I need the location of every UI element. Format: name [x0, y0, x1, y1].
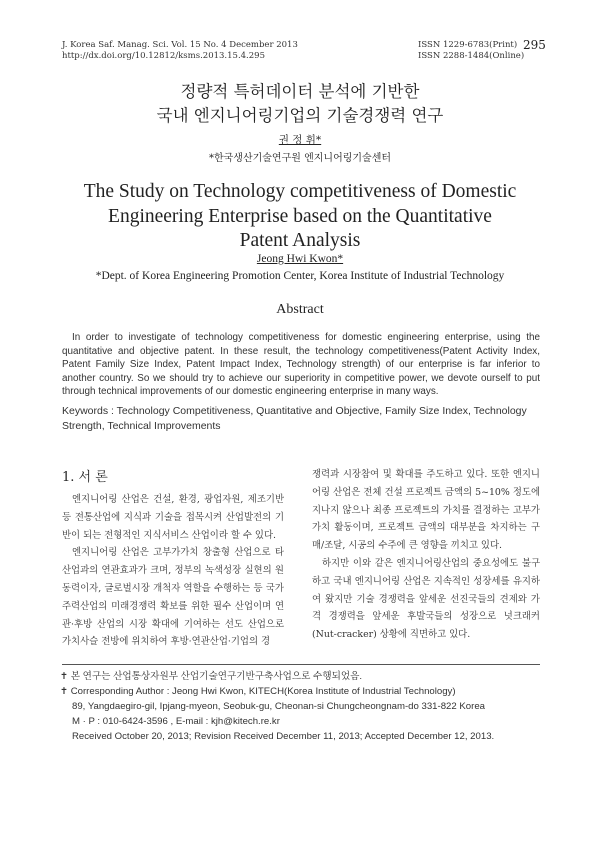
contact-info: M · P : 010-6424-3596 , E-mail : kjh@kitech.re.kr — [72, 716, 280, 727]
section-heading-introduction: 1. 서 론 — [62, 470, 108, 485]
abstract-text: In order to investigate of technology competitiveness for domestic engineering enterprise, using the quantitative and objective patent. In these result, the technology competitiveness(Patent Activity Index, Patent Family Size Index, Patent Impact Index, Technology strength) of our enterprise is far inferior to another country. So we should try to achieve our superiority in competitive power, we devote ourself to put through technical improvements of our domestic engineering enterprise in many ways. — [62, 332, 540, 398]
issn-online: ISSN 2288-1484(Online) — [418, 51, 525, 61]
abstract-heading: Abstract — [276, 302, 324, 317]
received-dates: Received October 20, 2013; Revision Received December 11, 2013; Accepted December 12, 2013. — [72, 731, 495, 742]
korean-title — [40, 80, 560, 128]
korean-author: 권 정 휘* — [278, 134, 322, 146]
english-title-line-2: Engineering Enterprise based on the Quantitative — [108, 205, 492, 227]
english-title — [40, 180, 560, 254]
paragraph: 엔지니어링 산업은 건설, 환경, 광업자원, 제조기반 등 전통산업에 지식과 기술을 접목시켜 산업발전의 기반이 되는 전형적인 지식서비스 산업이라 할 수 있다. — [62, 494, 284, 541]
korean-affiliation: *한국생산기술연구원 엔지니어링기술센터 — [208, 153, 392, 164]
english-title-line-1: The Study on Technology competitiveness of Domestic — [83, 181, 517, 202]
page-number: 295 — [523, 38, 546, 52]
english-affiliation: *Dept. of Korea Engineering Promotion Center, Korea Institute of Industrial Technology — [95, 270, 505, 282]
issn-print: ISSN 1229-6783(Print) — [418, 40, 518, 50]
body-column-right — [312, 466, 540, 644]
paragraph: 하지만 이와 같은 엔지니어링산업의 중요성에도 불구하고 국내 엔지니어링 산업은 지속적인 성장세를 유지하여 왔지만 기술 경쟁력을 앞세운 선진국들의 견제와 가격 경쟁력을 앞세운 후발국들의 성장으로 넛크래커(Nut-cracker) 상황에 직면하고 있다. — [312, 557, 540, 641]
paragraph: 엔지니어링 산업은 고부가가치 창출형 산업으로 타 산업과의 연관효과가 크며, 정부의 녹색성장 실현의 원동력이자, 글로벌시장 개척자 역할을 수행하는 등 국가 주력산업의 미래경쟁력 확보를 위한 필수 산업이며 연관·후방 산업의 시장 확대에 기여하는 선도 산업으로 가치사슬 전방에 위치하여 후방·연관산업·기업의 경 — [62, 547, 284, 648]
korean-title-line-2: 국내 엔지니어링기업의 기술경쟁력 연구 — [156, 106, 444, 125]
english-author: Jeong Hwi Kwon* — [256, 253, 344, 265]
doi-link[interactable]: http://dx.doi.org/10.12812/ksms.2013.15.4.295 — [62, 51, 265, 61]
korean-title-line-1: 정량적 특허데이터 분석에 기반한 — [180, 82, 420, 101]
journal-citation: J. Korea Saf. Manag. Sci. Vol. 15 No. 4 December 2013 — [62, 40, 298, 50]
footnote-divider — [62, 664, 540, 665]
corresponding-address: 89, Yangdaegiro-gil, Ipjang-myeon, Seobuk-gu, Cheonan-si Chungcheongnam-do 331-822 Korea — [72, 701, 485, 712]
footnotes — [60, 669, 542, 744]
funding-note: ✝ 본 연구는 산업통상자원부 산업기술연구기반구축사업으로 수행되었음. — [60, 671, 363, 682]
body-column-left — [62, 491, 284, 651]
paragraph: 쟁력과 시장참여 및 확대를 주도하고 있다. 또한 엔지니어링 산업은 전체 건설 프로젝트 금액의 5~10% 정도에 지나지 않으나 최종 프로젝트의 가치를 결정하는 고부가가치 활동이며, 프로젝트 금액의 대부분을 차지하는 구매/조달, 시공의 수주에 큰 영향을 끼치고 있다. — [312, 469, 540, 552]
keywords: Keywords : Technology Competitiveness, Quantitative and Objective, Family Size Index, Technology Strength, Technical Improvements — [62, 405, 527, 432]
english-title-line-3: Patent Analysis — [239, 230, 361, 251]
corresponding-author: ✝ Corresponding Author : Jeong Hwi Kwon, KITECH(Korea Institute of Industrial Technology) — [60, 686, 456, 697]
journal-header — [62, 40, 382, 62]
